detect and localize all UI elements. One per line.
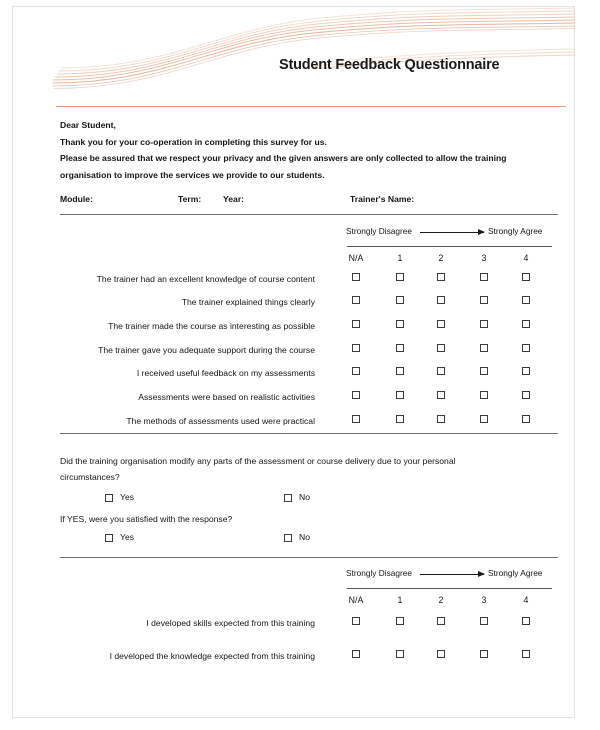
checkbox-4[interactable]	[522, 344, 530, 352]
scale-arrow-icon	[420, 574, 484, 575]
checkbox-1[interactable]	[396, 320, 404, 328]
scale-col-2: 2	[438, 253, 444, 263]
intro-line-4: organisation to improve the services we provide to our students.	[60, 169, 325, 180]
checkbox-1[interactable]	[396, 273, 404, 281]
table-row	[60, 344, 558, 361]
checkbox-1[interactable]	[396, 344, 404, 352]
meta-divider	[60, 214, 558, 215]
checkbox-3[interactable]	[480, 367, 488, 375]
checkbox-1[interactable]	[396, 391, 404, 399]
checkbox-1[interactable]	[396, 415, 404, 423]
table-row	[60, 273, 558, 290]
question-label: The trainer gave you adequate support during the course	[98, 345, 315, 355]
scale-number-row-bottom	[13, 595, 575, 609]
checkbox-3[interactable]	[480, 617, 488, 625]
checkbox-4[interactable]	[522, 273, 530, 281]
scale-col-4: 4	[523, 595, 529, 605]
checkbox-na[interactable]	[352, 296, 360, 304]
question-label: The trainer had an excellent knowledge of course content	[96, 274, 315, 284]
scale-col-1: 1	[397, 253, 403, 263]
table-row	[60, 296, 558, 313]
page-title: Student Feedback Questionnaire	[279, 57, 500, 73]
question-label: I developed the knowledge expected from this training	[109, 651, 315, 661]
checkbox-2[interactable]	[437, 617, 445, 625]
checkbox-1[interactable]	[396, 296, 404, 304]
intro-salutation: Dear Student,	[60, 120, 116, 130]
accent-divider	[56, 106, 566, 107]
no-label: No	[299, 532, 310, 542]
wave-decoration-icon	[13, 7, 575, 93]
satisfied-question	[60, 511, 560, 527]
checkbox-2[interactable]	[437, 391, 445, 399]
scale-col-3: 3	[481, 595, 487, 605]
checkbox-na[interactable]	[352, 650, 360, 658]
checkbox-na[interactable]	[352, 415, 360, 423]
checkbox-3[interactable]	[480, 296, 488, 304]
term-label: Term:	[178, 194, 202, 204]
intro-line-3: Please be assured that we respect your privacy and the given answers are only collected to allow the training	[60, 153, 507, 164]
question-label: I developed skills expected from this training	[146, 618, 315, 628]
checkbox-3[interactable]	[480, 344, 488, 352]
checkbox-2[interactable]	[437, 650, 445, 658]
scale-header-bottom	[346, 568, 546, 582]
table-row	[60, 367, 558, 384]
checkbox-na[interactable]	[352, 320, 360, 328]
checkbox-4[interactable]	[522, 391, 530, 399]
checkbox-3[interactable]	[480, 415, 488, 423]
table-row	[60, 320, 558, 337]
checkbox-2[interactable]	[437, 296, 445, 304]
checkbox-yes[interactable]	[105, 534, 113, 542]
scale-header-divider-bottom	[347, 588, 552, 589]
checkbox-3[interactable]	[480, 273, 488, 281]
checkbox-2[interactable]	[437, 273, 445, 281]
scale-col-1: 1	[397, 595, 403, 605]
satisfied-answer-row	[13, 533, 575, 547]
yes-label: Yes	[120, 492, 135, 502]
checkbox-4[interactable]	[522, 296, 530, 304]
checkbox-4[interactable]	[522, 367, 530, 375]
checkbox-na[interactable]	[352, 391, 360, 399]
checkbox-2[interactable]	[437, 344, 445, 352]
scale-col-2: 2	[438, 595, 444, 605]
document-page	[12, 6, 575, 718]
checkbox-1[interactable]	[396, 617, 404, 625]
modify-answer-row	[13, 493, 575, 507]
scale-high-label: Strongly Agree	[488, 226, 543, 236]
checkbox-1[interactable]	[396, 367, 404, 375]
modify-question	[60, 453, 560, 485]
header-banner	[13, 7, 575, 93]
no-label: No	[299, 492, 310, 502]
checkbox-2[interactable]	[437, 415, 445, 423]
modify-question-line-2: circumstances?	[60, 472, 120, 482]
scale-high-label: Strongly Agree	[488, 568, 543, 578]
checkbox-4[interactable]	[522, 650, 530, 658]
checkbox-4[interactable]	[522, 415, 530, 423]
modify-question-line-1: Did the training organisation modify any parts of the assessment or course delivery due to your personal	[60, 456, 456, 466]
question-label: The trainer explained things clearly	[181, 297, 315, 307]
table-row	[60, 415, 558, 432]
scale-col-4: 4	[523, 253, 529, 263]
question-label: The trainer made the course as interesting as possible	[108, 321, 315, 331]
scale-number-row-top	[13, 253, 575, 267]
checkbox-no[interactable]	[284, 534, 292, 542]
section-two-divider	[60, 557, 558, 558]
year-label: Year:	[223, 194, 245, 204]
checkbox-yes[interactable]	[105, 494, 113, 502]
scale-low-label: Strongly Disagree	[346, 568, 412, 578]
satisfied-question-text: If YES, were you satisfied with the response?	[60, 514, 233, 524]
table-row	[60, 650, 558, 667]
question-label: I received useful feedback on my assessments	[136, 368, 315, 378]
checkbox-4[interactable]	[522, 320, 530, 328]
scale-header-divider-top	[347, 246, 552, 247]
checkbox-2[interactable]	[437, 367, 445, 375]
checkbox-2[interactable]	[437, 320, 445, 328]
checkbox-na[interactable]	[352, 273, 360, 281]
checkbox-na[interactable]	[352, 617, 360, 625]
checkbox-3[interactable]	[480, 650, 488, 658]
module-label: Module:	[60, 194, 93, 204]
meta-fields-row	[60, 194, 560, 210]
question-label: Assessments were based on realistic activities	[138, 392, 315, 402]
checkbox-3[interactable]	[480, 320, 488, 328]
table-row	[60, 391, 558, 408]
trainer-name-label: Trainer's Name:	[350, 194, 415, 204]
intro-text	[60, 117, 560, 183]
scale-col-na: N/A	[348, 253, 364, 263]
scale-low-label: Strongly Disagree	[346, 226, 412, 236]
scale-col-na: N/A	[348, 595, 364, 605]
scale-header-top	[346, 226, 546, 240]
checkbox-3[interactable]	[480, 391, 488, 399]
checkbox-4[interactable]	[522, 617, 530, 625]
checkbox-1[interactable]	[396, 650, 404, 658]
question-label: The methods of assessments used were practical	[126, 416, 315, 426]
checkbox-na[interactable]	[352, 367, 360, 375]
scale-col-3: 3	[481, 253, 487, 263]
section-one-divider	[60, 433, 558, 434]
intro-line-2: Thank you for your co-operation in completing this survey for us.	[60, 136, 327, 147]
scale-arrow-icon	[420, 232, 484, 233]
yes-label: Yes	[120, 532, 135, 542]
table-row	[60, 617, 558, 634]
checkbox-na[interactable]	[352, 344, 360, 352]
checkbox-no[interactable]	[284, 494, 292, 502]
